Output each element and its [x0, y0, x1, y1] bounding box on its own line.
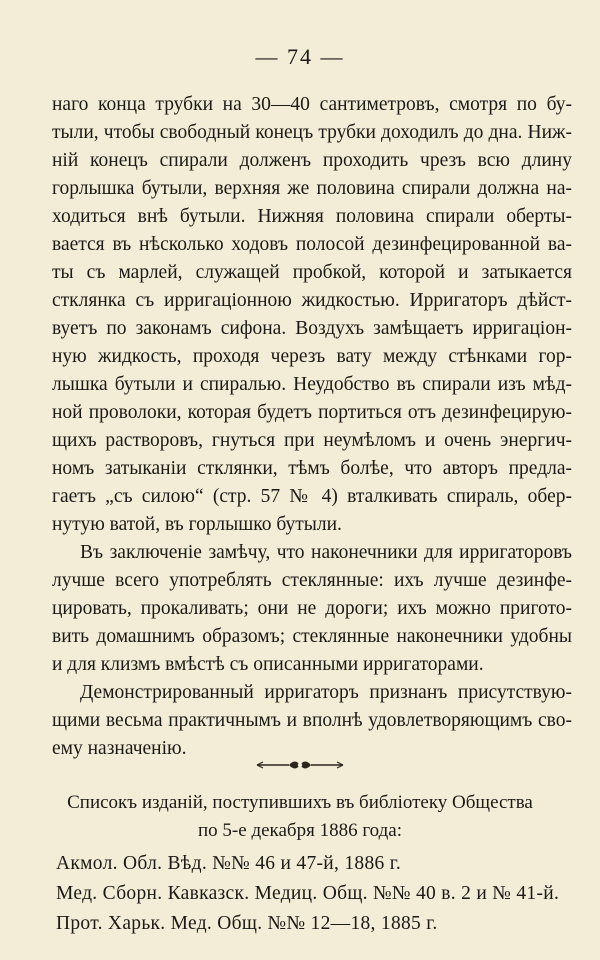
list-item: Прот. Харьк. Мед. Общ. №№ 12—18, 1885 г. [56, 913, 438, 934]
text-line: номъ затыканіи стклянки, тѣмъ болѣе, что авторъ предла- [52, 458, 572, 479]
text-line: тыли, чтобы свободный конецъ трубки доходилъ до дна. Ниж- [52, 122, 572, 143]
text-line: ты съ марлей, служащей пробкой, которой и затыкается [52, 262, 572, 283]
list-heading-line: Списокъ изданій, поступившихъ въ библіотеку Общества [67, 792, 533, 813]
text-line: ной проволоки, которая будетъ портиться отъ дезинфецирую- [52, 402, 572, 423]
ornament-flourish-icon [255, 757, 345, 773]
text-line: вить домашнимъ образомъ; стеклянные наконечники удобны [52, 626, 572, 647]
list-item: Мед. Сборн. Кавказск. Медиц. Общ. №№ 40 в. 2 и № 41-й. [56, 883, 560, 904]
text-line: Въ заключеніе замѣчу, что наконечники для ирригаторовъ [80, 542, 572, 563]
text-line: цировать, прокаливать; они не дороги; ихъ можно пригото- [52, 598, 572, 619]
text-line: вуетъ по законамъ сифона. Воздухъ замѣщаетъ ирригаціон- [52, 318, 572, 339]
text-line: щихъ растворовъ, гнуться при неумѣломъ и очень энергич- [52, 430, 572, 451]
section-divider-ornament [0, 757, 600, 778]
text-line: и для клизмъ вмѣстѣ съ описанными ирригаторами. [52, 654, 484, 675]
text-line: лучше всего употреблять стеклянные: ихъ лучше дезинфе- [52, 570, 572, 591]
text-line: вается въ нѣсколько ходовъ полосой дезинфецированной ва- [52, 234, 572, 255]
list-heading-line: по 5-е декабря 1886 года: [198, 820, 402, 841]
text-line: нутую ватой, въ горлышко бутыли. [52, 514, 342, 535]
text-line: лышка бутыли и спиралью. Неудобство въ спирали изъ мѣд- [52, 374, 572, 395]
text-line: наго конца трубки на 30—40 сантиметровъ, смотря по бу- [52, 94, 572, 115]
text-line: гаетъ „съ силою“ (стр. 57 № 4) вталкивать спираль, обер- [52, 486, 572, 507]
text-line: Демонстрированный ирригаторъ признанъ присутствую- [80, 682, 572, 703]
text-line: щими весьма практичнымъ и вполнѣ удовлетворяющимъ сво- [52, 710, 572, 731]
text-line: ему назначенію. [52, 738, 187, 759]
text-line: ходиться внѣ бутыли. Нижняя половина спирали оберты- [52, 206, 572, 227]
list-item: Акмол. Обл. Вѣд. №№ 46 и 47-й, 1886 г. [56, 853, 402, 874]
page-number: — 74 — [255, 44, 345, 69]
text-line: ній конецъ спирали долженъ проходить чрезъ всю длину [52, 150, 572, 171]
text-line: ную жидкость, проходя черезъ вату между стѣнками гор- [52, 346, 572, 367]
text-line: горлышка бутыли, верхняя же половина спирали должна на- [52, 178, 572, 199]
text-line: стклянка съ ирригаціонною жидкостью. Ирригаторъ дѣйст- [52, 290, 572, 311]
